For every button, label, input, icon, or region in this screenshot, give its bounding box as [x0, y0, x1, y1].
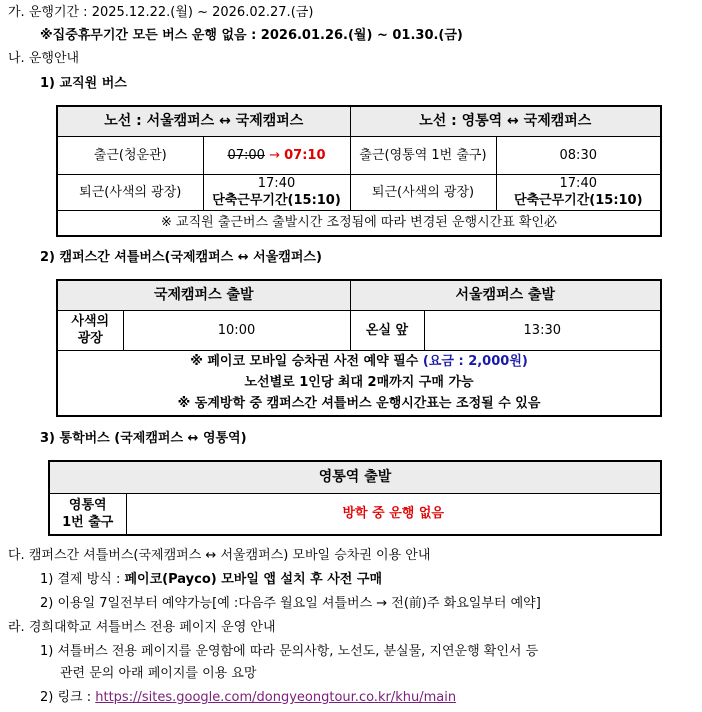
shuttle-page-link[interactable]: https://sites.google.com/dongyeongtour.co.kr/khu/main: [95, 690, 457, 705]
global-stop: [57, 310, 123, 350]
route1-commute-label: 출근(청운관): [57, 136, 203, 174]
section-ra-title: 라. 경희대학교 셔틀버스 전용 페이지 운영 안내: [8, 620, 276, 635]
yeongtong-header: 영통역 출발: [49, 461, 661, 493]
staff-footnote: ※ 교직원 출근버스 출발시간 조정됨에 따라 변경된 운행시간표 확인必: [57, 210, 661, 236]
global-campus-header: 국제캠퍼스 출발: [57, 280, 350, 310]
route1-commute-time: [203, 136, 350, 174]
route2-header: 노선 : 영통역 ↔ 국제캠퍼스: [350, 106, 661, 136]
route2-commute-label: 출근(영통역 1번 출구): [350, 136, 496, 174]
school-bus-status: 방학 중 운행 없음: [126, 493, 661, 535]
new-time: 07:10: [284, 147, 326, 163]
holiday-notice: ※집중휴무기간 모든 버스 운행 없음 : 2026.01.26.(월) ~ 01.30.(금): [40, 28, 463, 43]
route1-leave-time: [203, 174, 350, 210]
shuttle-notes: [57, 350, 661, 416]
staff-bus-table: [56, 105, 662, 237]
payment-value: 페이코(Payco) 모바일 앱 설치 후 사전 구매: [124, 572, 382, 587]
reservation-note: [58, 351, 660, 372]
section-da-title: 다. 캠퍼스간 셔틀버스(국제캠퍼스 ↔ 서울캠퍼스) 모바일 승차권 이용 안내: [8, 548, 431, 563]
leave-time: 17:40: [559, 176, 597, 191]
short-hours: 단축근무기간(15:10): [212, 193, 341, 208]
link-row: [40, 689, 456, 707]
yeongtong-stop: [49, 493, 126, 535]
reservation-text: ※ 페이코 모바일 승차권 사전 예약 필수: [190, 354, 423, 370]
shuttle-heading: 2) 캠퍼스간 셔틀버스(국제캠퍼스 ↔ 서울캠퍼스): [40, 250, 322, 265]
seoul-campus-header: 서울캠퍼스 출발: [350, 280, 661, 310]
route2-leave-time: [496, 174, 661, 210]
shuttle-table: [56, 279, 662, 417]
booking-period: 2) 이용일 7일전부터 예약가능[예 :다음주 월요일 셔틀버스 → 전(前)주 화요일부터 예약]: [40, 596, 541, 611]
short-hours: 단축근무기간(15:10): [513, 193, 643, 208]
page-info-line2: 관련 문의 아래 페이지를 이용 요망: [60, 666, 257, 681]
payment-label: 1) 결제 방식 :: [40, 572, 125, 587]
route2-leave-label: 퇴근(사색의 광장): [350, 174, 496, 210]
stop-line: 영통역: [68, 497, 107, 513]
route1-leave-label: 퇴근(사색의 광장): [57, 174, 203, 210]
seoul-departure-time: 13:30: [424, 310, 661, 350]
section-ga-title: 가. 운행기간 : 2025.12.22.(월) ~ 2026.02.27.(금): [8, 5, 314, 20]
purchase-limit-note: 노선별로 1인당 최대 2매까지 구매 가능: [244, 375, 474, 391]
global-departure-time: 10:00: [123, 310, 350, 350]
route2-commute-time: 08:30: [496, 136, 661, 174]
stop-line: 1번 출구: [62, 514, 114, 530]
route1-header: 노선 : 서울캠퍼스 ↔ 국제캠퍼스: [57, 106, 350, 136]
section-na-title: 나. 운행안내: [8, 51, 80, 66]
page-info-line1: 1) 셔틀버스 전용 페이지를 운영함에 따라 문의사항, 노선도, 분실물, 지연운행 확인서 등: [40, 644, 539, 659]
stop-line: 광장: [77, 331, 103, 346]
seoul-stop: 온실 앞: [350, 310, 424, 350]
staff-bus-heading: 1) 교직원 버스: [40, 76, 127, 91]
school-bus-table: [48, 460, 662, 536]
fare: (요금 : 2,000원): [422, 354, 528, 370]
leave-time: 17:40: [257, 176, 296, 191]
school-bus-heading: 3) 통학버스 (국제캠퍼스 ↔ 영통역): [40, 431, 247, 446]
payment-method: [40, 571, 382, 589]
link-label: 2) 링크 :: [40, 690, 96, 705]
old-time: 07:00: [227, 147, 265, 163]
schedule-adjust-note: ※ 동계방학 중 캠퍼스간 셔틀버스 운행시간표는 조정될 수 있음: [177, 396, 541, 412]
time-change-arrow: →: [264, 147, 285, 163]
stop-line: 사색의: [71, 314, 110, 329]
